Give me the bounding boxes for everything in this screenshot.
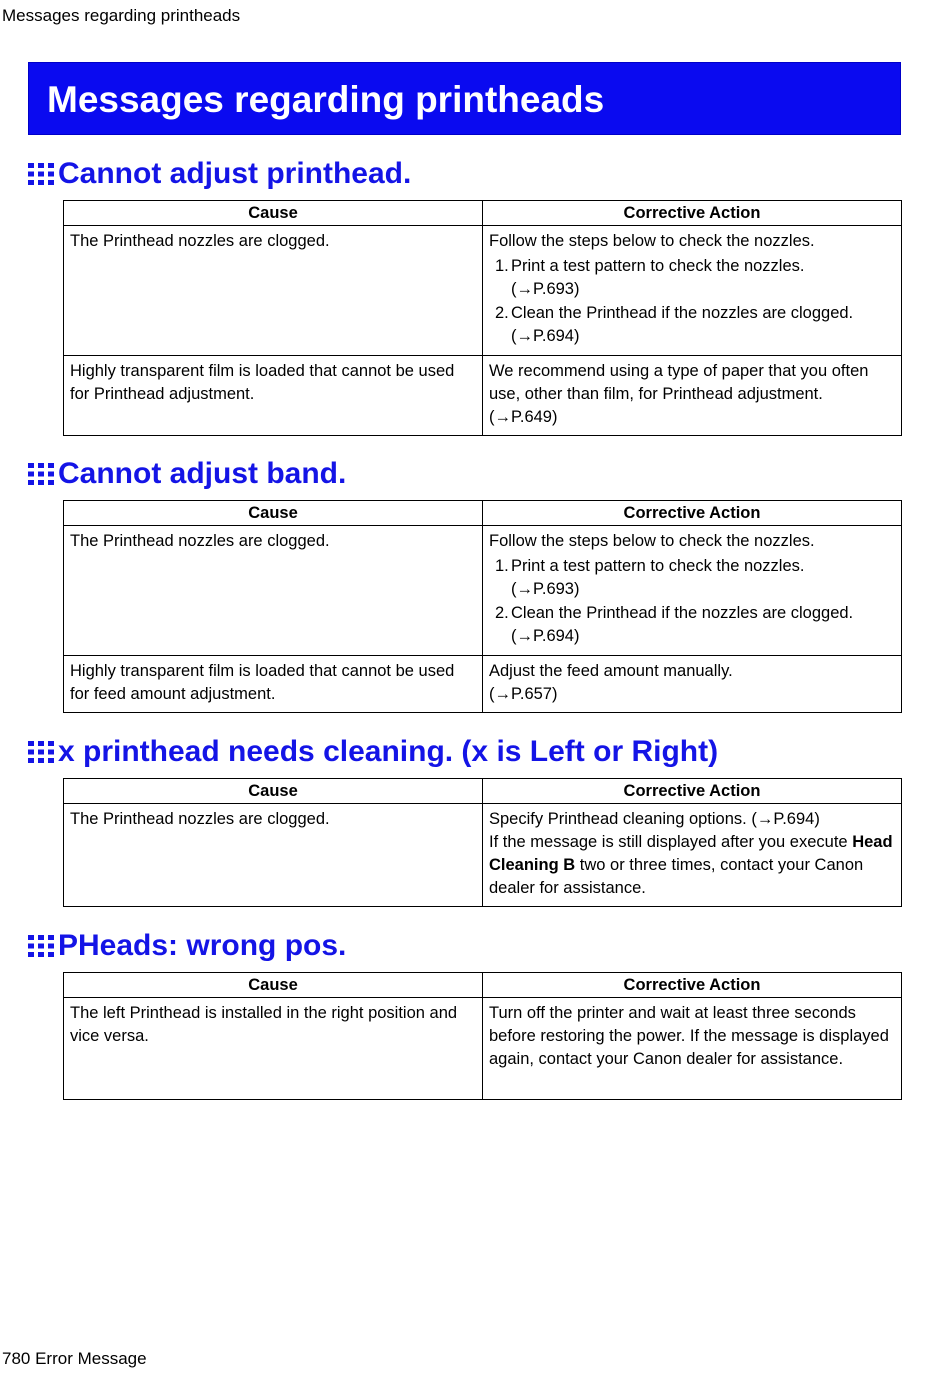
list-item — [489, 302, 896, 348]
table-row — [64, 998, 902, 1100]
step-text: Clean the Printhead if the nozzles are clogged. — [511, 604, 854, 622]
page-reference-link[interactable]: (→P.657) — [489, 685, 558, 703]
action-cell — [483, 804, 902, 907]
column-header-action: Corrective Action — [483, 973, 902, 998]
column-header-cause: Cause — [64, 201, 483, 226]
column-header-action: Corrective Action — [483, 501, 902, 526]
section-cannot-adjust-band — [28, 456, 901, 703]
action-cell: Turn off the printer and wait at least three seconds before restoring the power. If the message is displayed again, contact your Canon dealer for assistance. — [483, 998, 902, 1100]
step-number: 2. — [495, 604, 509, 622]
message-table — [63, 200, 902, 436]
step-text: Clean the Printhead if the nozzles are clogged. — [511, 304, 854, 322]
action-cell — [483, 226, 902, 356]
steps-list — [489, 255, 896, 348]
cause-cell: The left Printhead is installed in the right position and vice versa. — [64, 998, 483, 1100]
section-title: Cannot adjust printhead. — [58, 157, 412, 190]
cause-cell: Highly transparent film is loaded that cannot be used for feed amount adjustment. — [64, 656, 483, 713]
table-row — [64, 226, 902, 356]
action-intro: Follow the steps below to check the nozzles. — [489, 532, 815, 550]
action-text: two or three times, contact your Canon dealer for assistance. — [489, 856, 864, 897]
message-table — [63, 778, 902, 907]
column-header-cause: Cause — [64, 779, 483, 804]
list-item — [489, 602, 896, 648]
action-text: Specify Printhead cleaning options. (→P.694) — [489, 810, 820, 828]
list-item — [489, 255, 896, 301]
table-row — [64, 356, 902, 436]
menu-item-name: Head Cleaning B — [489, 833, 893, 874]
action-intro: Follow the steps below to check the nozzles. — [489, 232, 815, 250]
section-cannot-adjust-printhead — [28, 156, 901, 426]
grid-dots-icon — [28, 163, 54, 185]
step-text: Print a test pattern to check the nozzles. — [511, 557, 805, 575]
action-text: Adjust the feed amount manually. — [489, 662, 733, 680]
page-reference-link[interactable]: (→P.694) — [511, 327, 580, 345]
action-cell — [483, 526, 902, 656]
column-header-cause: Cause — [64, 973, 483, 998]
step-number: 1. — [495, 257, 509, 275]
step-number: 1. — [495, 557, 509, 575]
step-text: Print a test pattern to check the nozzles. — [511, 257, 805, 275]
page-footer: 780 Error Message — [2, 1349, 147, 1368]
message-table — [63, 500, 902, 713]
grid-dots-icon — [28, 741, 54, 763]
page-title-banner — [28, 62, 901, 135]
section-pheads-wrong-pos — [28, 928, 901, 1068]
page-title: Messages regarding printheads — [47, 79, 605, 120]
section-title: Cannot adjust band. — [58, 457, 347, 490]
steps-list — [489, 555, 896, 648]
cause-cell: The Printhead nozzles are clogged. — [64, 526, 483, 656]
table-row — [64, 656, 902, 713]
cause-cell: Highly transparent film is loaded that cannot be used for Printhead adjustment. — [64, 356, 483, 436]
section-heading — [28, 734, 901, 770]
action-cell — [483, 656, 902, 713]
page-reference-link[interactable]: (→P.694) — [511, 627, 580, 645]
grid-dots-icon — [28, 463, 54, 485]
cause-cell: The Printhead nozzles are clogged. — [64, 804, 483, 907]
table-row — [64, 804, 902, 907]
section-printhead-needs-cleaning — [28, 734, 901, 897]
column-header-action: Corrective Action — [483, 201, 902, 226]
table-row — [64, 526, 902, 656]
page-reference-link[interactable]: (→P.693) — [511, 580, 580, 598]
action-text: If the message is still displayed after you execute — [489, 833, 848, 851]
section-title: x printhead needs cleaning. (x is Left or Right) — [58, 735, 719, 768]
section-heading — [28, 156, 901, 192]
message-table — [63, 972, 902, 1100]
section-title: PHeads: wrong pos. — [58, 929, 347, 962]
page-reference-link[interactable]: (→P.693) — [511, 280, 580, 298]
section-heading — [28, 928, 901, 964]
list-item — [489, 555, 896, 601]
action-text: We recommend using a type of paper that you often use, other than film, for Printhead adjustment. — [489, 362, 869, 403]
action-cell — [483, 356, 902, 436]
column-header-cause: Cause — [64, 501, 483, 526]
running-header: Messages regarding printheads — [2, 6, 241, 25]
step-number: 2. — [495, 304, 509, 322]
page-reference-link[interactable]: (→P.649) — [489, 408, 558, 426]
cause-cell: The Printhead nozzles are clogged. — [64, 226, 483, 356]
section-heading — [28, 456, 901, 492]
column-header-action: Corrective Action — [483, 779, 902, 804]
grid-dots-icon — [28, 935, 54, 957]
